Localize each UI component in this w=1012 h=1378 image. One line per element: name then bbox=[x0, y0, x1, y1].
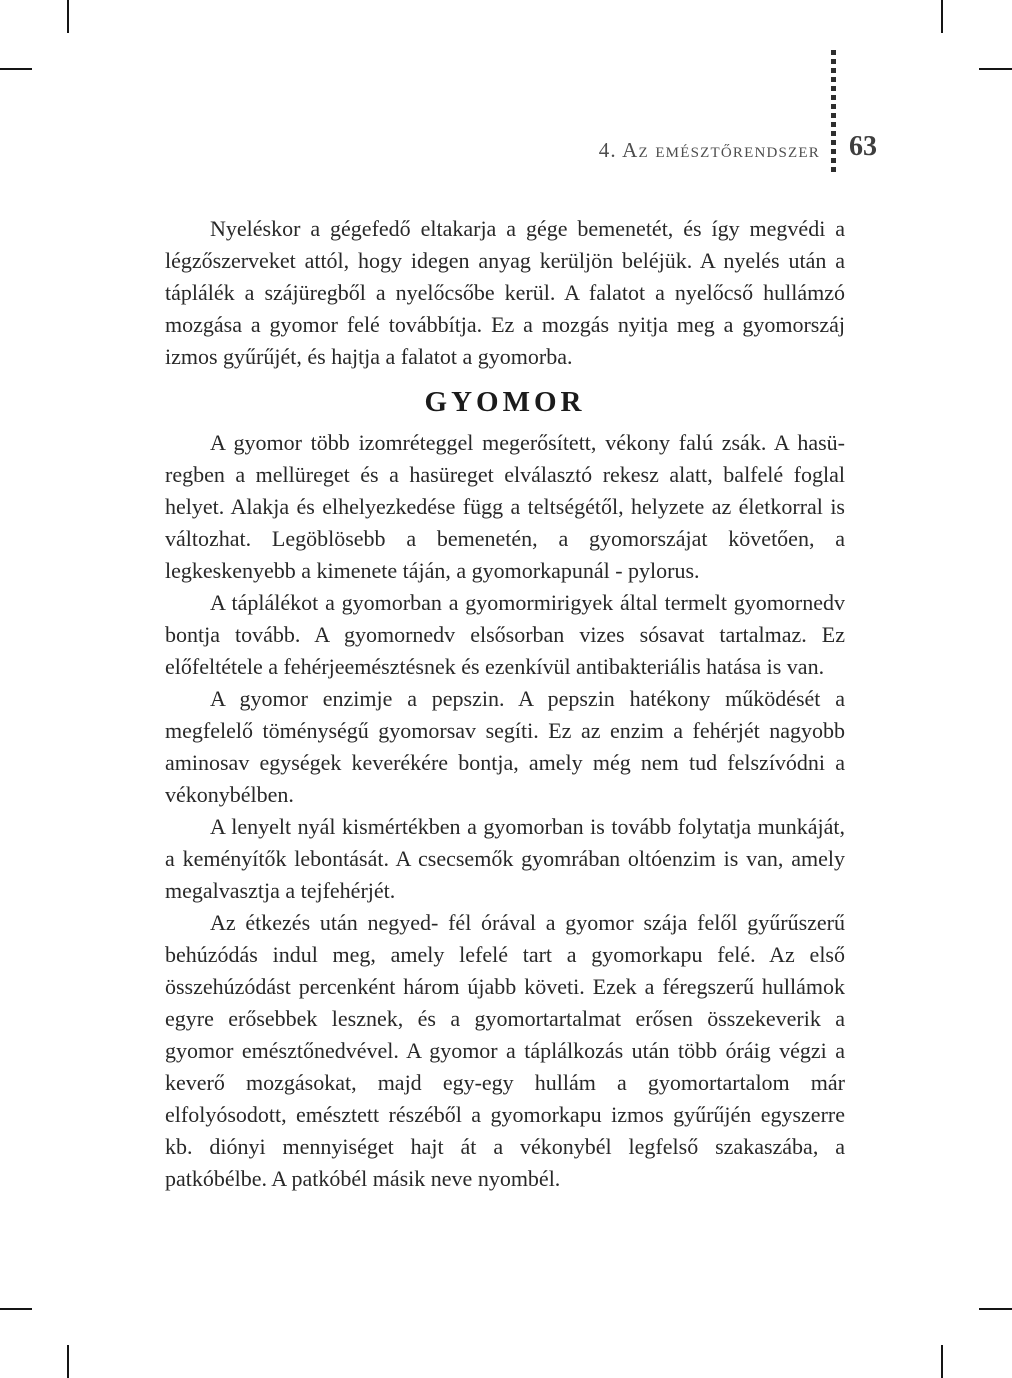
crop-mark-top-right-vertical bbox=[941, 0, 943, 33]
running-header-chapter-title: 4. Az emésztőrendszer bbox=[598, 138, 820, 162]
body-paragraph: A lenyelt nyál kismértékben a gyomorban is tovább folytatja munkáját, a keményítők lebontását. A csecsemők gyomrában oltóenzim is van, amely megalvasztja a tejfehérjét. bbox=[165, 814, 845, 903]
crop-mark-top-left-vertical bbox=[67, 0, 69, 33]
body-text-block bbox=[165, 213, 845, 1195]
section-heading: GYOMOR bbox=[424, 386, 586, 418]
page-number: 63 bbox=[849, 131, 877, 162]
crop-mark-bottom-left-vertical bbox=[67, 1345, 69, 1378]
crop-mark-top-right-horizontal bbox=[979, 68, 1012, 70]
crop-mark-bottom-right-vertical bbox=[941, 1345, 943, 1378]
body-paragraph: A gyomor enzimje a pepszin. A pepszin hatékony működését a megfelelő töménységű gyomorsav segíti. Ez az enzim a fehérjét nagyobb aminosav egységek keverékére bontja, amely még nem tud felszívódni a vékonybélben. bbox=[165, 686, 845, 807]
body-paragraph: A táplálékot a gyomorban a gyomormirigyek által termelt gyomornedv bontja tovább. A gyomornedv elsősorban vizes sósavat tartalmaz. Ez előfeltétele a fehérjeemésztésnek és ezenkívül antibakteriális hatása is van. bbox=[165, 590, 845, 679]
crop-mark-bottom-right-horizontal bbox=[979, 1308, 1012, 1310]
crop-mark-bottom-left-horizontal bbox=[0, 1308, 32, 1310]
body-paragraph: Az étkezés után negyed- fél órával a gyomor szája felől gyűrűszerű behúzódás indul meg, amely lefelé tart a gyomorkapu felé. Az első összehúzódást percenként három újabb követi. Ezek a féregszerű hullámok egyre erősebbek lesznek, és a gyomortartalmat erősen összekeverik a gyomor emésztőnedvével. A gyomor a táplálkozás után több óráig végzi a keverő mozgásokat, majd egy-egy hullám a gyomortartalom már elfolyósodott, emésztett részéből a gyomorkapu izmos gyűrűjén egyszerre kb. diónyi mennyiséget hajt át a vékonybél legfelső szakaszába, a patkóbélbe. A patkóbél másik neve nyombél. bbox=[165, 910, 845, 1191]
body-paragraph: Nyeléskor a gégefedő eltakarja a gége bemenetét, és így megvédi a légzőszerveket attól, hogy idegen anyag kerüljön beléjük. A nyelés után a táplálék a szájüregből a nyelőcsőbe kerül. A falatot a nyelőcső hullámzó mozgása a gyomor felé továbbítja. Ez a mozgás nyitja meg a gyomorszáj izmos gyűrűjét, és hajtja a falatot a gyomorba. bbox=[165, 216, 845, 369]
crop-mark-top-left-horizontal bbox=[0, 68, 32, 70]
body-paragraph: A gyomor több izomréteggel megerősített, vékony falú zsák. A hasüregben a mellüreget és a hasüreget elválasztó rekesz alatt, balfelé foglal helyet. Alakja és elhelyezkedése függ a teltségétől, helyzete az életkorral is változhat. Legöblösebb a bemenetén, a gyomorszájat követően, a legkeskenyebb a kimenete táján, a gyomorkapunál - pylorus. bbox=[165, 430, 845, 583]
header-dotted-divider bbox=[831, 50, 836, 172]
